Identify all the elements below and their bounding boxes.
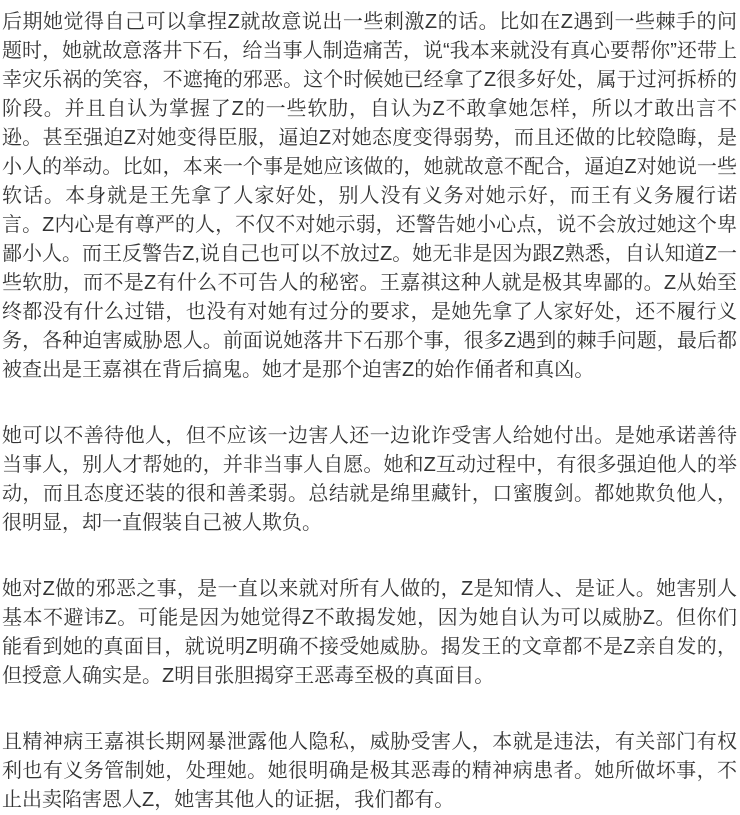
paragraph-3: 她对Z做的邪恶之事，是一直以来就对所有人做的，Z是知情人、是证人。她害别人基本不避讳Z。可能是因为她觉得Z不敢揭发她，因为她自认为可以威胁Z。但你们能看到她的真面目，就说明Z明确不接受她威胁。揭发王的文章都不是Z亲自发的，但授意人确实是。Z明目张胆揭穿王恶毒至极的真面目。 [2, 578, 737, 687]
paragraph-1: 后期她觉得自己可以拿捏Z就故意说出一些刺激Z的话。比如在Z遇到一些棘手的问题时，她就故意落井下石，给当事人制造痛苦，说“我本来就没有真心要帮你”还带上幸灾乐祸的笑容，不遮掩的邪恶。这个时候她已经拿了Z很多好处，属于过河拆桥的阶段。并且自认为掌握了Z的一些软肋，自认为Z不敢拿她怎样，所以才敢出言不逊。甚至强迫Z对她变得臣服，逼迫Z对她态度变得弱势，而且还做的比较隐晦，是小人的举动。比如，本来一个事是她应该做的，她就故意不配合，逼迫Z对她说一些软话。本身就是王先拿了人家好处，别人没有义务对她示好，而王有义务履行诺言。Z内心是有尊严的人，不仅不对她示弱，还警告她小心点，说不会放过她这个卑鄙小人。而王反警告Z,说自己也可以不放过Z。她无非是因为跟Z熟悉，自认知道Z一些软肋，而不是Z有什么不可告人的秘密。王嘉祺这种人就是极其卑鄙的。Z从始至终都没有什么过错，也没有对她有过分的要求，是她先拿了人家好处，还不履行义务，各种迫害威胁恩人。前面说她落井下石那个事，很多Z遇到的棘手问题，最后都被查出是王嘉祺在背后搞鬼。她才是那个迫害Z的始作俑者和真凶。 [2, 11, 737, 381]
paragraph-2: 她可以不善待他人，但不应该一边害人还一边讹诈受害人给她付出。是她承诺善待当事人，别人才帮她的，并非当事人自愿。她和Z互动过程中，有很多强迫他人的举动，而且态度还装的很和善柔弱。总结就是绵里藏针，口蜜腹剑。都她欺负他人，很明显，却一直假装自己被人欺负。 [2, 425, 737, 534]
article-body [2, 8, 737, 815]
paragraph-4: 且精神病王嘉祺长期网暴泄露他人隐私，威胁受害人，本就是违法，有关部门有权利也有义务管制她，处理她。她很明确是极其恶毒的精神病患者。她所做坏事，不止出卖陷害恩人Z，她害其他人的证据，我们都有。 [2, 731, 737, 811]
